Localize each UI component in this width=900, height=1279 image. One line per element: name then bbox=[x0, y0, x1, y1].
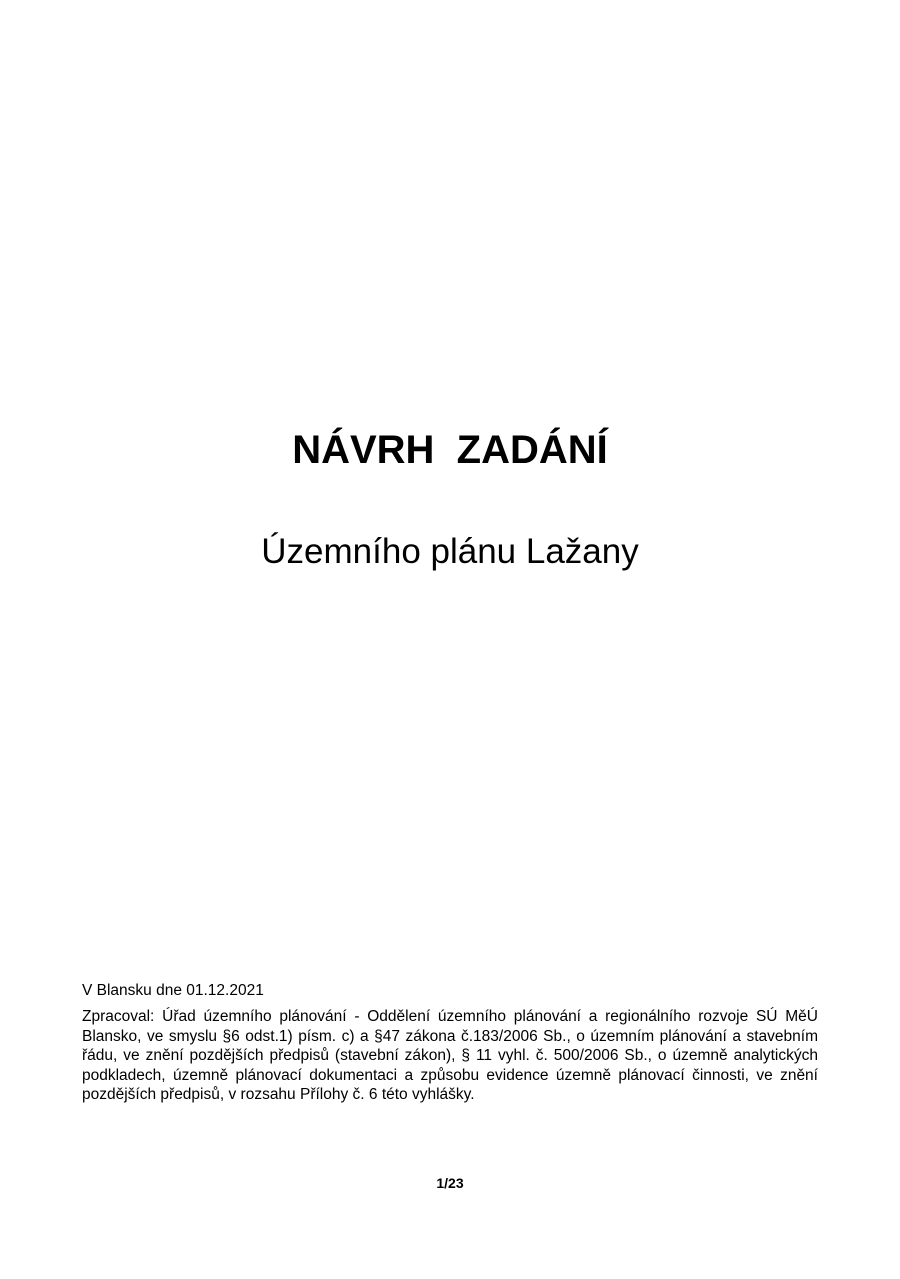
page-number: 1/23 bbox=[436, 1175, 464, 1191]
prepared-by-paragraph: Zpracoval: Úřad územního plánování - Oddělení územního plánování a regionálního rozvoje SÚ MěÚ Blansko, ve smyslu §6 odst.1) písm. c) a §47 zákona č.183/2006 Sb., o územním plánování a stavebním řádu, ve znění pozdějších předpisů (stavební zákon), § 11 vyhl. č. 500/2006 Sb., o územně analytických podkladech, územně plánovací dokumentaci a způsobu evidence územně plánovací činnosti, ve znění pozdějších předpisů, v rozsahu Přílohy č. 6 této vyhlášky. bbox=[82, 1008, 818, 1103]
date-line: V Blansku dne 01.12.2021 bbox=[82, 982, 264, 999]
document-title: NÁVRH ZADÁNÍ bbox=[292, 428, 608, 472]
document-subtitle: Územního plánu Lažany bbox=[261, 532, 639, 571]
